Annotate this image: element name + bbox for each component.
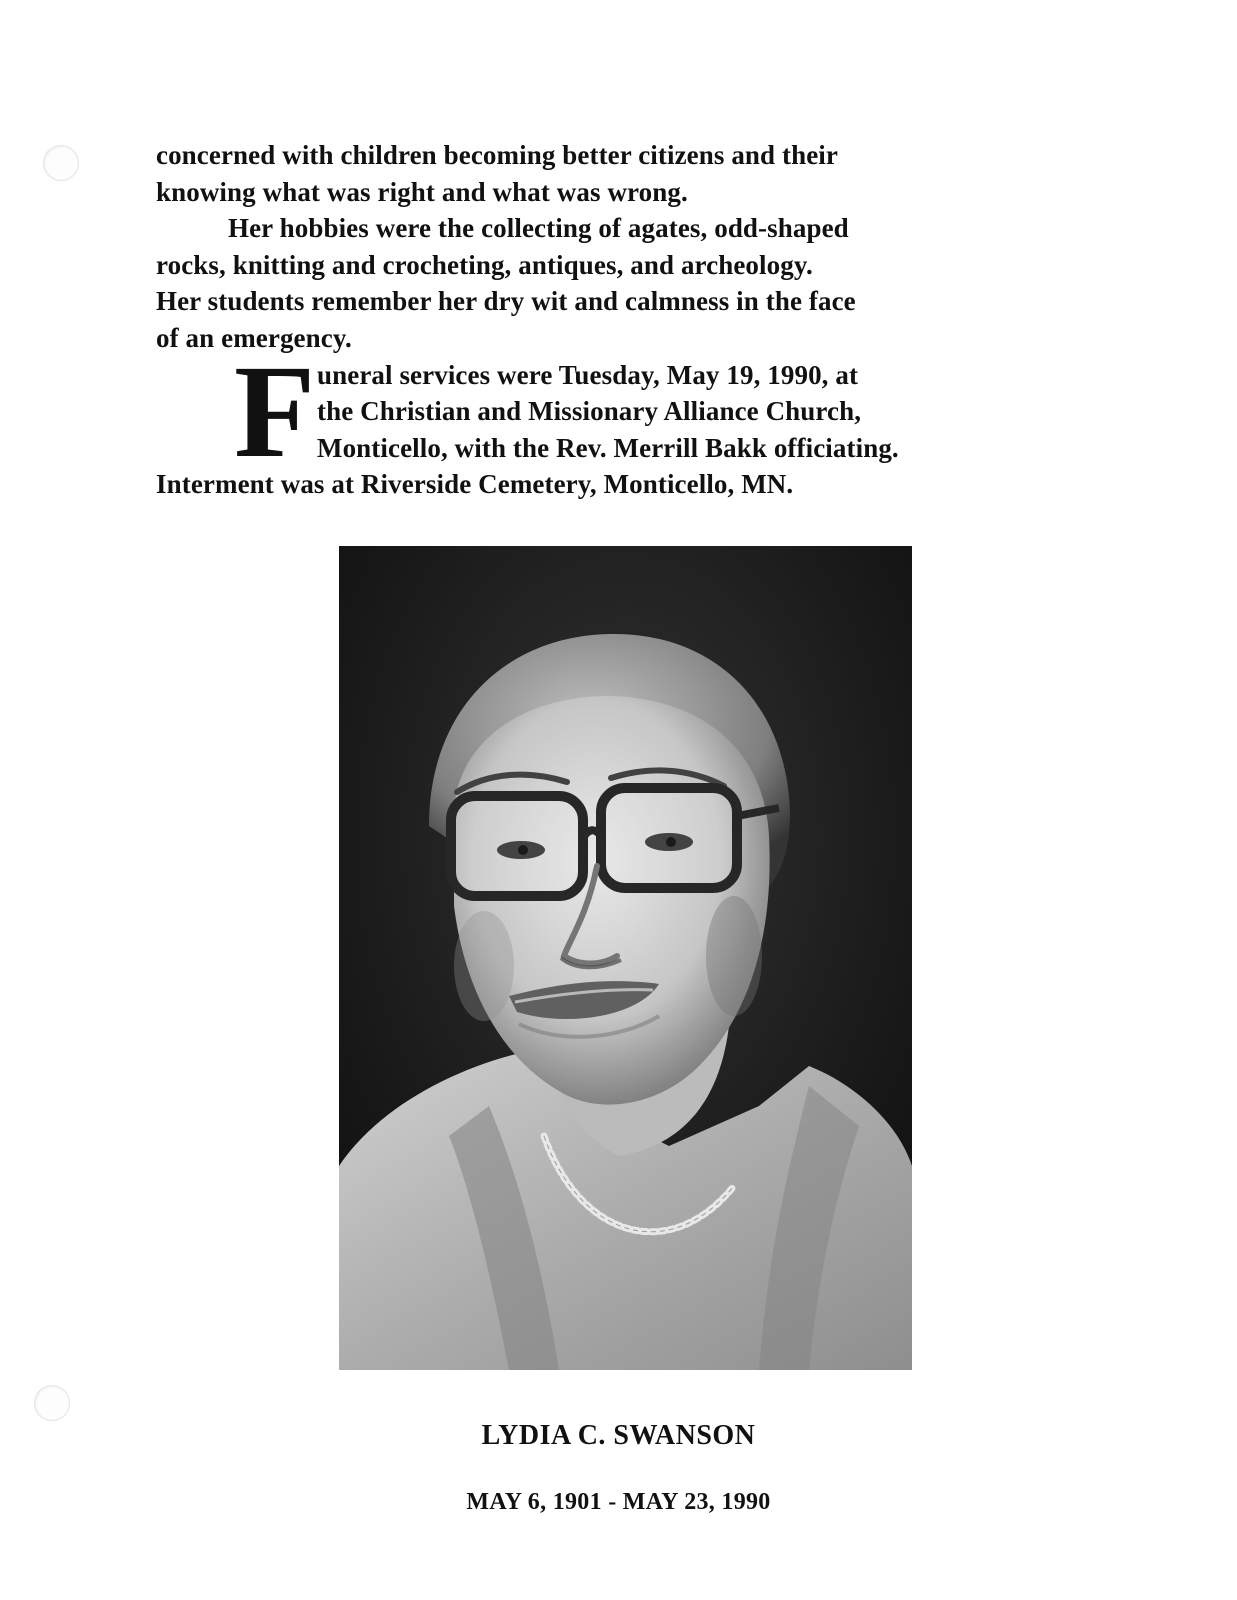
text-line: Her students remember her dry wit and calmness in the face <box>156 286 856 317</box>
caption-name: LYDIA C. SWANSON <box>481 1420 756 1451</box>
paragraph-children <box>156 137 996 210</box>
text-line: concerned with children becoming better citizens and their <box>156 140 838 170</box>
obituary-text <box>156 137 996 503</box>
punch-hole-top <box>43 145 79 181</box>
text-line: Interment was at Riverside Cemetery, Monticello, MN. <box>156 469 794 500</box>
text-line: the Christian and Missionary Alliance Church, <box>317 396 862 427</box>
paragraph-hobbies <box>156 210 996 356</box>
drop-cap: F <box>234 336 316 485</box>
text-line: uneral services were Tuesday, May 19, 1990, at <box>317 359 859 390</box>
portrait-illustration <box>339 546 912 1370</box>
text-line: Her hobbies were the collecting of agates, odd-shaped <box>228 213 849 244</box>
text-line: rocks, knitting and crocheting, antiques, and archeology. <box>156 249 813 280</box>
portrait-photo <box>339 546 912 1370</box>
punch-hole-bottom <box>34 1385 70 1421</box>
text-line: of an emergency. <box>156 322 352 353</box>
text-line: Monticello, with the Rev. Merrill Bakk officiating. <box>317 432 899 463</box>
caption-dates: MAY 6, 1901 - MAY 23, 1990 <box>466 1489 771 1515</box>
text-line: knowing what was right and what was wrong. <box>156 176 688 207</box>
